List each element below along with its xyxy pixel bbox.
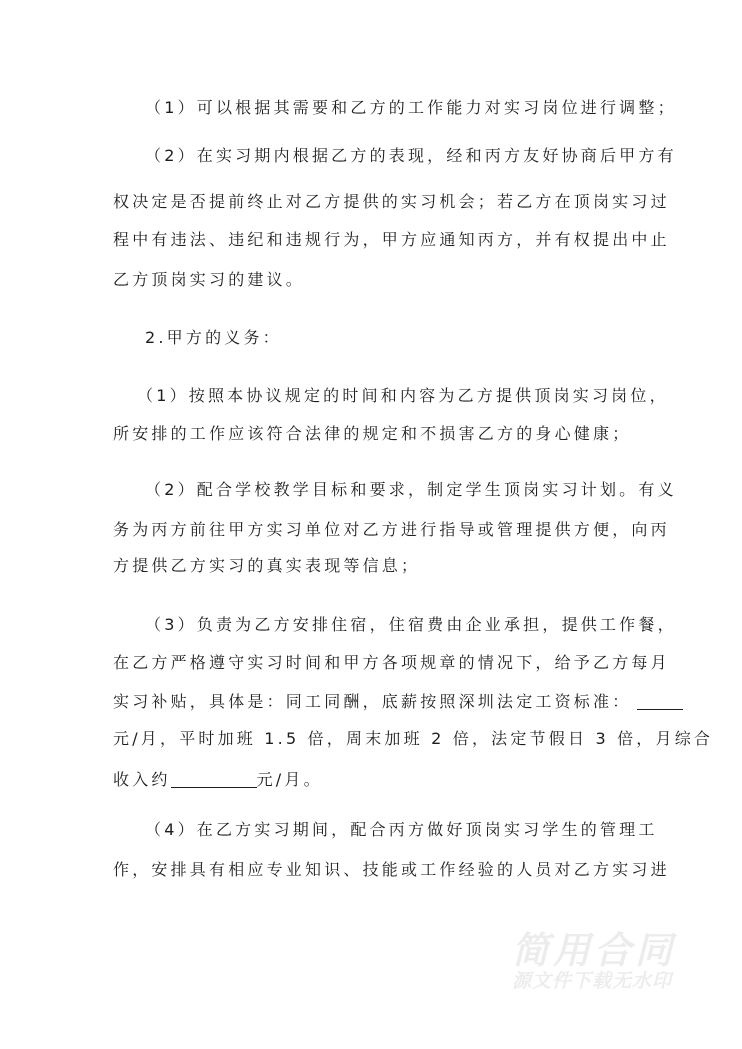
clause-2-4-line-2: 作，安排具有相应专业知识、技能或工作经验的人员对乙方实习进 xyxy=(113,860,670,879)
clause-2-3-line-5 xyxy=(113,770,633,790)
clause-2-2-line-3: 方提供乙方实习的真实表现等信息； xyxy=(113,556,421,575)
clause-2-3-line-4: 元/月，平时加班 1.5 倍，周末加班 2 倍，法定节假日 3 倍，月综合 xyxy=(113,729,714,748)
base-salary-blank[interactable] xyxy=(637,693,683,710)
clause-2-2-line-2: 务为丙方前往甲方实习单位对乙方进行指导或管理提供方便，向丙 xyxy=(113,520,670,539)
clause-1-2-line-3: 程中有违法、违纪和违规行为，甲方应通知丙方，并有权提出中止 xyxy=(113,230,670,249)
income-label: 收入约 xyxy=(113,770,171,789)
section-heading-obligations: 2.甲方的义务： xyxy=(145,328,282,347)
clause-2-3-line-1: （3）负责为乙方安排住宿，住宿费由企业承担，提供工作餐， xyxy=(145,615,677,634)
income-unit: 元/月。 xyxy=(256,770,323,789)
clause-2-1-line-1: （1）按照本协议规定的时间和内容为乙方提供顶岗实习岗位， xyxy=(137,386,669,405)
watermark-subtitle: 源文件下载无水印 xyxy=(512,970,673,992)
salary-standard-text: 实习补贴，具体是：同工同酬，底薪按照深圳法定工资标准： xyxy=(113,692,632,711)
clause-1-2-line-1: （2）在实习期内根据乙方的表现，经和丙方友好协商后甲方有 xyxy=(145,146,677,165)
clause-1-1-line-1: （1）可以根据其需要和乙方的工作能力对实习岗位进行调整； xyxy=(145,98,677,117)
clause-2-1-line-2: 所安排的工作应该符合法律的规定和不损害乙方的身心健康； xyxy=(113,424,632,443)
clause-2-4-line-1: （4）在乙方实习期间，配合丙方做好顶岗实习学生的管理工 xyxy=(145,820,658,839)
clause-2-2-line-1: （2）配合学校教学目标和要求，制定学生顶岗实习计划。有义 xyxy=(145,480,677,499)
clause-1-2-line-4: 乙方顶岗实习的建议。 xyxy=(113,270,306,289)
monthly-income-blank[interactable] xyxy=(171,771,257,788)
clause-2-3-line-2: 在乙方严格遵守实习时间和甲方各项规章的情况下，给予乙方每月 xyxy=(113,653,670,672)
clause-2-3-line-3 xyxy=(113,692,633,712)
clause-1-2-line-2: 权决定是否提前终止对乙方提供的实习机会；若乙方在顶岗实习过 xyxy=(113,192,670,211)
watermark-title: 简用合同 xyxy=(512,929,676,972)
